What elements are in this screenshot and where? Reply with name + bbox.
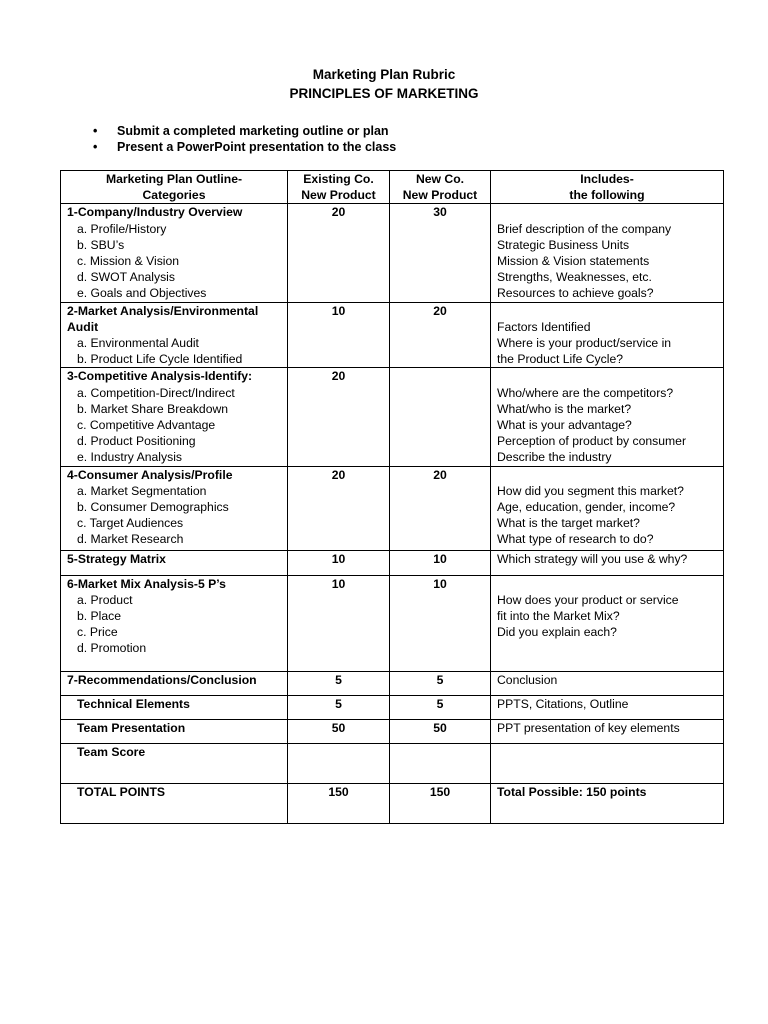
- table-row: [61, 575, 724, 671]
- includes-cell: Brief description of the company Strategic Business Units Mission & Vision statements Strengths, Weaknesses, etc. Resources to achieve goals?: [491, 204, 724, 302]
- rubric-table: [60, 170, 724, 824]
- includes-cell: Total Possible: 150 points: [491, 783, 724, 823]
- existing-points: 10: [288, 575, 390, 671]
- table-row: [61, 671, 724, 695]
- list-item: • Present a PowerPoint presentation to the class: [93, 140, 397, 154]
- table-row: [61, 550, 724, 575]
- new-points: 5: [390, 671, 491, 695]
- existing-points: 150: [288, 783, 390, 823]
- header-includes: Includes- the following: [491, 171, 724, 204]
- existing-points: 50: [288, 719, 390, 743]
- new-points: 10: [390, 575, 491, 671]
- doc-subtitle: PRINCIPLES OF MARKETING: [289, 86, 479, 101]
- table-row: [61, 466, 724, 550]
- table-row: [61, 204, 724, 302]
- existing-points: 10: [288, 550, 390, 575]
- includes-cell: Which strategy will you use & why?: [491, 550, 724, 575]
- new-points: 20: [390, 302, 491, 368]
- new-points: 150: [390, 783, 491, 823]
- table-row: [61, 368, 724, 466]
- header-new-co: New Co. New Product: [390, 171, 491, 204]
- table-row: [61, 302, 724, 368]
- category-cell: 2-Market Analysis/Environmental Audit a. Environmental Audit b. Product Life Cycle Identified: [61, 302, 288, 368]
- includes-cell: Who/where are the competitors? What/who is the market? What is your advantage? Perception of product by consumer Describe the industry: [491, 368, 724, 466]
- category-cell: Team Presentation: [61, 719, 288, 743]
- existing-points: 10: [288, 302, 390, 368]
- category-cell: 3-Competitive Analysis-Identify: a. Competition-Direct/Indirect b. Market Share Breakdown c. Competitive Advantage d. Product Positioning e. Industry Analysis: [61, 368, 288, 466]
- existing-points: 5: [288, 695, 390, 719]
- existing-points: [288, 743, 390, 783]
- category-cell: 4-Consumer Analysis/Profile a. Market Segmentation b. Consumer Demographics c. Target Audiences d. Market Research: [61, 466, 288, 550]
- doc-title: Marketing Plan Rubric: [312, 67, 456, 82]
- header-existing-co: Existing Co. New Product: [288, 171, 390, 204]
- existing-points: 20: [288, 204, 390, 302]
- includes-cell: Factors Identified Where is your product/service in the Product Life Cycle?: [491, 302, 724, 368]
- header-categories: Marketing Plan Outline- Categories: [61, 171, 288, 204]
- category-cell: 6-Market Mix Analysis-5 P’s a. Product b. Place c. Price d. Promotion: [61, 575, 288, 671]
- bullet-icon: •: [93, 140, 98, 154]
- new-points: 50: [390, 719, 491, 743]
- table-header-row: [61, 171, 724, 204]
- existing-points: 20: [288, 368, 390, 466]
- table-row: [61, 783, 724, 823]
- includes-cell: Conclusion: [491, 671, 724, 695]
- includes-cell: [491, 743, 724, 783]
- new-points: 10: [390, 550, 491, 575]
- new-points: [390, 368, 491, 466]
- new-points: [390, 743, 491, 783]
- includes-cell: PPTS, Citations, Outline: [491, 695, 724, 719]
- list-item: • Submit a completed marketing outline or plan: [93, 124, 389, 138]
- existing-points: 5: [288, 671, 390, 695]
- category-cell: Technical Elements: [61, 695, 288, 719]
- table-row: [61, 743, 724, 783]
- new-points: 5: [390, 695, 491, 719]
- includes-cell: How did you segment this market? Age, education, gender, income? What is the target market? What type of research to do?: [491, 466, 724, 550]
- table-row: [61, 695, 724, 719]
- category-cell: 5-Strategy Matrix: [61, 550, 288, 575]
- new-points: 30: [390, 204, 491, 302]
- new-points: 20: [390, 466, 491, 550]
- existing-points: 20: [288, 466, 390, 550]
- includes-cell: How does your product or service fit into the Market Mix? Did you explain each?: [491, 575, 724, 671]
- requirements-list: [93, 123, 396, 155]
- category-cell: Team Score: [61, 743, 288, 783]
- bullet-icon: •: [93, 124, 98, 138]
- category-cell: 1-Company/Industry Overview a. Profile/History b. SBU’s c. Mission & Vision d. SWOT Analysis e. Goals and Objectives: [61, 204, 288, 302]
- category-cell: TOTAL POINTS: [61, 783, 288, 823]
- table-row: [61, 719, 724, 743]
- includes-cell: PPT presentation of key elements: [491, 719, 724, 743]
- category-cell: 7-Recommendations/Conclusion: [61, 671, 288, 695]
